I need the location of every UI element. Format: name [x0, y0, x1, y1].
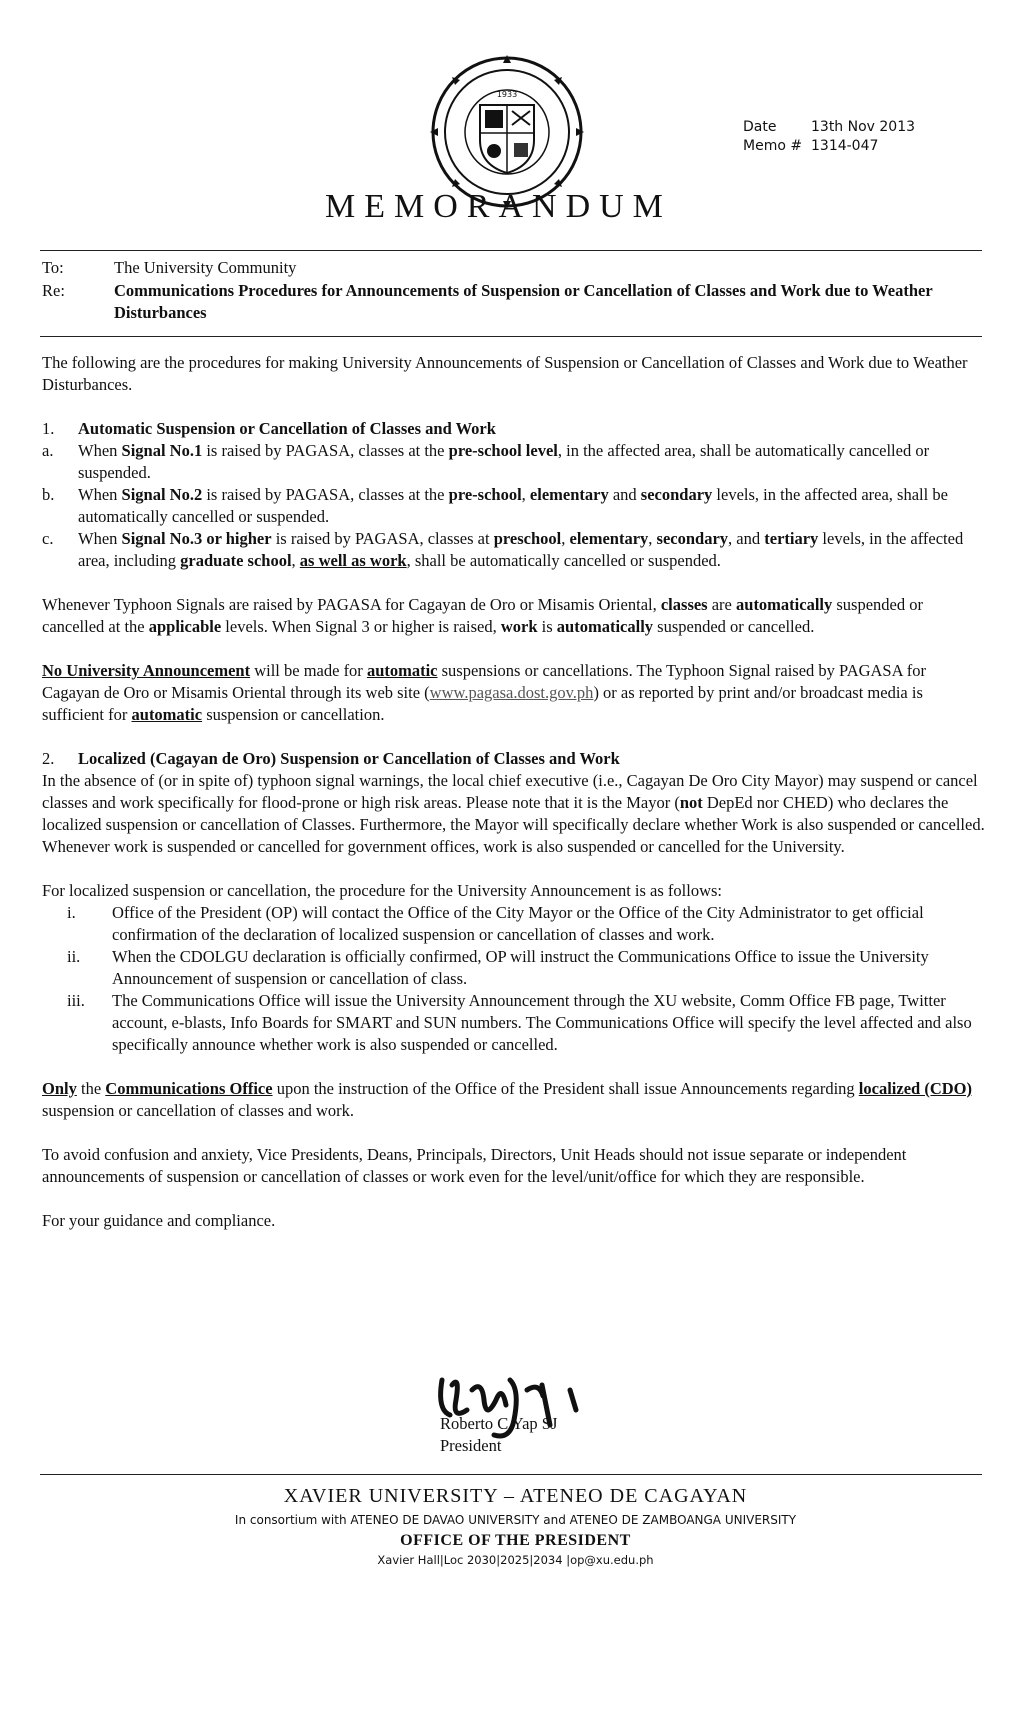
memo-number-label: Memo # [743, 138, 803, 154]
signatory-name: Roberto C Yap SJ [440, 1414, 558, 1433]
section-1-title: Automatic Suspension or Cancellation of Classes and Work [78, 419, 496, 438]
item-a-label: a. [42, 441, 54, 460]
section-1-heading [42, 418, 987, 440]
memo-header [42, 257, 982, 327]
footer-rule [40, 1474, 982, 1475]
list-item: b. When Signal No.2 is raised by PAGASA, classes at the pre-school, elementary and secondary levels, in the affected area, shall be automatically cancelled or suspended. [42, 485, 948, 526]
footer-contact: Xavier Hall|Loc 2030|2025|2034 |op@xu.edu.ph [377, 1553, 654, 1567]
footer-office: OFFICE OF THE PRESIDENT [400, 1532, 631, 1549]
list-item: a. When Signal No.1 is raised by PAGASA, classes at the pre-school level, in the affected area, shall be automatically cancelled or suspended. [42, 441, 930, 482]
to-label: To: [42, 258, 64, 277]
list-item: iii. The Communications Office will issue the University Announcement through the XU website, Comm Office FB page, Twitter account, e-blasts, Info Boards for SMART and SUN numbers. The Communications Office will specify the level affected and also specifically announce whether work is also suspended or cancelled. [67, 991, 972, 1054]
closing-line: For your guidance and compliance. [42, 1211, 276, 1230]
section-2-number: 2. [42, 749, 55, 768]
typhoon-paragraph: Whenever Typhoon Signals are raised by PAGASA for Cagayan de Oro or Misamis Oriental, classes are automatically suspended or cancelled at the applicable levels. When Signal 3 or higher is raised, work is automatically suspended or cancelled. [42, 595, 923, 636]
signatory [440, 1413, 557, 1457]
svg-text:1933: 1933 [496, 90, 518, 99]
list-item: c. When Signal No.3 or higher is raised by PAGASA, classes at preschool, elementary, secondary, and tertiary levels, in the affected area, including graduate school, as well as work, shall be automatically cancelled or suspended. [42, 529, 964, 570]
memo-number-value: 1314-047 [811, 138, 879, 154]
footer-university-name: XAVIER UNIVERSITY – ATENEO DE CAGAYAN [283, 1485, 748, 1507]
section-1-number: 1. [42, 419, 55, 438]
only-comm-office-paragraph: Only the Communications Office upon the instruction of the Office of the President shall issue Announcements regarding localized (CDO) suspension or cancellation of classes and work. [42, 1079, 972, 1120]
pagasa-link[interactable]: www.pagasa.dost.gov.ph [429, 683, 594, 702]
signatory-role: President [440, 1436, 502, 1455]
header-rule-top [40, 250, 982, 251]
intro-paragraph: The following are the procedures for making University Announcements of Suspension or Cancellation of Classes and Work due to Weather Disturbances. [42, 353, 968, 394]
no-announcement-paragraph: No University Announcement will be made for automatic suspensions or cancellations. The Typhoon Signal raised by PAGASA for Cagayan de Oro or Misamis Oriental through its web site (www.pagasa.dost.gov.ph) or as reported by print and/or broadcast media is sufficient for automatic suspension or cancellation. [42, 661, 926, 724]
date-value: 13th Nov 2013 [811, 119, 916, 135]
avoid-confusion-paragraph: To avoid confusion and anxiety, Vice Presidents, Deans, Principals, Directors, Unit Heads should not issue separate or independent announcements of suspension or cancellation of classes or work even for the level/unit/office for which they are responsible. [42, 1145, 907, 1186]
document-title: MEMORANDUM [325, 188, 672, 225]
memo-meta [743, 118, 915, 156]
footer-consortium: In consortium with ATENEO DE DAVAO UNIVERSITY and ATENEO DE ZAMBOANGA UNIVERSITY [234, 1513, 797, 1527]
section-2-paragraph: In the absence of (or in spite of) typhoon signal warnings, the local chief executive (i.e., Cagayan De Oro City Mayor) may suspend or cancel classes and work specifically for flood-prone or high risk areas. Please note that it is the Mayor (not DepEd nor CHED) who declares the localized suspension or cancellation of Classes. Furthermore, the Mayor will specifically declare whether Work is also suspended or cancelled. Whenever work is suspended or cancelled for government offices, work is also suspended or cancelled for the University. [42, 771, 985, 856]
section-2-title: Localized (Cagayan de Oro) Suspension or Cancellation of Classes and Work [78, 749, 620, 768]
list-item: i. Office of the President (OP) will contact the Office of the City Mayor or the Office of the City Administrator to get official confirmation of the declaration of localized suspension or cancellation of classes and work. [67, 903, 924, 944]
procedure-intro: For localized suspension or cancellation, the procedure for the University Announcement is as follows: [42, 881, 722, 900]
to-value: The University Community [114, 258, 297, 277]
memo-body [42, 352, 987, 1232]
section-2-heading [42, 748, 987, 770]
re-value: Communications Procedures for Announcements of Suspension or Cancellation of Classes and Work due to Weather Disturbances [114, 281, 933, 322]
university-seal-icon [430, 55, 585, 210]
date-label: Date [743, 119, 777, 135]
item-b-label: b. [42, 485, 55, 504]
item-c-label: c. [42, 529, 54, 548]
header-rule-bottom [40, 336, 982, 337]
list-item: ii. When the CDOLGU declaration is officially confirmed, OP will instruct the Communications Office to issue the University Announcement of suspension or cancellation of class. [67, 947, 929, 988]
re-label: Re: [42, 281, 65, 300]
